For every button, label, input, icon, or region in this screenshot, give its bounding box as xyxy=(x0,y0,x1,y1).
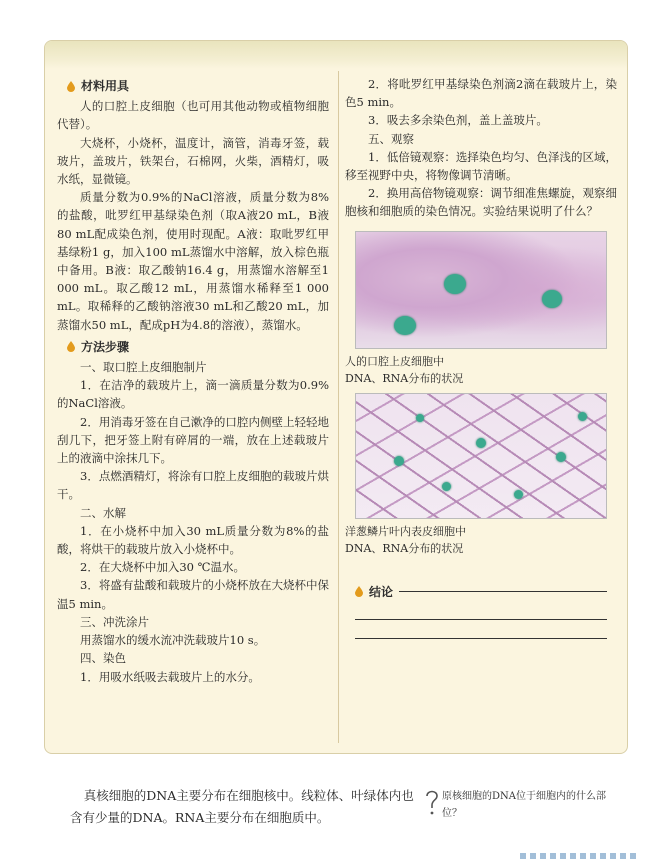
conclusion-answer-line[interactable] xyxy=(355,619,607,620)
fig1-caption-line2: DNA、RNA分布的状况 xyxy=(345,371,464,385)
steps-heading xyxy=(67,338,329,356)
step-3-1: 用蒸馏水的缓水流冲洗载玻片10 s。 xyxy=(80,633,266,648)
nucleus xyxy=(394,316,416,335)
materials-para-3: 质量分数为0.9%的NaCl溶液，质量分数为8%的盐酸，吡罗红甲基绿染色剂（取A液20 mL，B液80 mL配成染色剂，使用时现配。A液：取吡罗红甲基绿粉1 g，加入100 mL蒸馏水中溶解，放入棕色瓶中备用。B液：取乙酸钠16.4 g，用蒸馏水溶解至1 000 mL。取乙酸12 mL，用蒸馏水稀释至1 000 mL。取稀释的乙酸钠溶液30 mL和乙酸20 mL，加蒸馏水50 mL，配成pH为4.8的溶液），蒸馏水。 xyxy=(57,190,329,332)
nucleus xyxy=(556,452,566,462)
cheek-cell-micrograph xyxy=(355,231,607,349)
nucleus xyxy=(442,482,451,491)
nucleus xyxy=(542,290,562,308)
fig2-caption-line1: 洋葱鳞片叶内表皮细胞中 xyxy=(345,524,466,538)
nucleus xyxy=(394,456,404,466)
materials-title: 材料用具 xyxy=(81,79,130,93)
body-paragraph: 真核细胞的DNA主要分布在细胞核中。线粒体、叶绿体内也含有少量的DNA。RNA主要分布在细胞质中。 xyxy=(70,788,414,825)
materials-heading xyxy=(67,77,329,95)
nucleus xyxy=(444,274,466,294)
step-5-heading: 五、观察 xyxy=(368,131,414,146)
materials-para-2: 大烧杯，小烧杯，温度计，滴管，消毒牙签，载玻片，盖玻片，铁架台，石棉网，火柴，酒精灯，吸水纸，显微镜。 xyxy=(57,135,329,187)
sidebar-question xyxy=(424,788,624,822)
left-column xyxy=(57,75,329,686)
fig1-caption-line1: 人的口腔上皮细胞中 xyxy=(345,354,444,368)
step-4-3: 3．吸去多余染色剂，盖上盖玻片。 xyxy=(368,113,548,128)
fig2-caption-line2: DNA、RNA分布的状况 xyxy=(345,541,464,555)
step-2-1: 1．在小烧杯中加入30 mL质量分数为8%的盐酸，将烘干的载玻片放入小烧杯中。 xyxy=(57,523,329,557)
step-1-2: 2．用消毒牙签在自己漱净的口腔内侧壁上轻轻地刮几下，把牙签上附有碎屑的一端，放在上述载玻片上的液滴中涂抹几下。 xyxy=(57,414,329,466)
question-mark-icon xyxy=(424,788,440,818)
orange-drop-icon xyxy=(67,341,75,352)
orange-drop-icon xyxy=(355,586,363,597)
steps-title: 方法步骤 xyxy=(81,339,130,354)
nucleus xyxy=(416,414,424,422)
step-4-heading: 四、染色 xyxy=(80,651,126,666)
step-4-2: 2．将吡罗红甲基绿染色剂滴2滴在载玻片上，染色5 min。 xyxy=(345,77,617,110)
main-body-text xyxy=(70,785,415,829)
conclusion-row xyxy=(355,583,617,601)
column-divider xyxy=(338,71,339,743)
step-5-1: 1．低倍镜观察：选择染色均匀、色泽浅的区域，移至视野中央，将物像调节清晰。 xyxy=(345,149,617,183)
orange-drop-icon xyxy=(67,81,75,92)
step-4-1: 1．用吸水纸吸去载玻片上的水分。 xyxy=(80,669,260,684)
step-2-heading: 二、水解 xyxy=(80,505,126,520)
conclusion-answer-line[interactable] xyxy=(355,638,607,639)
materials-para-1: 人的口腔上皮细胞（也可用其他动物或植物细胞代替）。 xyxy=(57,99,329,132)
nucleus xyxy=(578,412,587,421)
step-2-2: 2．在大烧杯中加入30 ℃温水。 xyxy=(80,560,245,575)
onion-epidermis-micrograph xyxy=(355,393,607,519)
step-3-heading: 三、冲洗涂片 xyxy=(80,614,149,629)
card-top-band xyxy=(45,41,627,69)
step-1-heading: 一、取口腔上皮细胞制片 xyxy=(80,360,207,375)
step-2-3: 3．将盛有盐酸和载玻片的小烧杯放在大烧杯中保温5 min。 xyxy=(57,578,329,611)
step-5-2: 2．换用高倍物镜观察：调节细准焦螺旋，观察细胞核和细胞质的染色情况。实验结果说明了什么？ xyxy=(345,186,617,219)
conclusion-answer-line[interactable] xyxy=(399,591,607,592)
page-corner-decoration xyxy=(520,853,640,859)
experiment-card xyxy=(44,40,628,754)
step-1-3: 3．点燃酒精灯，将涂有口腔上皮细胞的载玻片烘干。 xyxy=(57,469,329,502)
nucleus xyxy=(476,438,486,448)
step-1-1: 1．在洁净的载玻片上，滴一滴质量分数为0.9%的NaCl溶液。 xyxy=(57,378,329,411)
right-column xyxy=(345,75,617,639)
conclusion-title: 结论 xyxy=(369,584,394,599)
sidebar-question-text: 原核细胞的DNA位于细胞内的什么部位？ xyxy=(442,791,606,819)
nucleus xyxy=(514,490,523,499)
